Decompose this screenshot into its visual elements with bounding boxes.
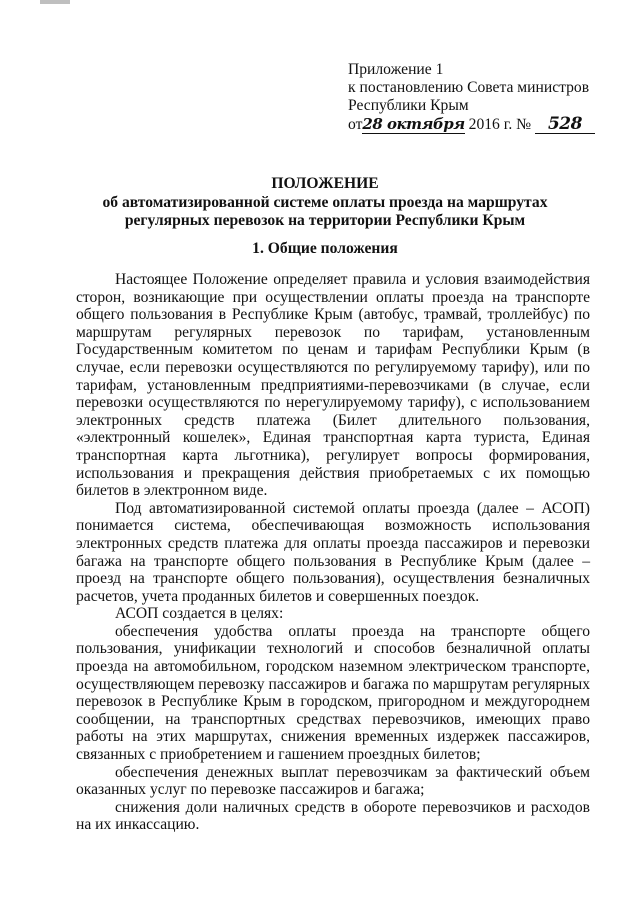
section-heading: 1. Общие положения xyxy=(252,240,398,257)
annex-republic-line: Республики Крым xyxy=(348,97,469,114)
annex-title: Приложение 1 xyxy=(348,61,444,78)
title-subtitle-line-2: регулярных перевозок на территории Республики Крым xyxy=(124,212,526,229)
handwritten-number: 528 xyxy=(535,115,595,134)
paragraph-asop-definition: Под автоматизированной системой оплаты проезда (далее – АСОП) понимается система, обеспечивающая возможность использования электронных средств платежа для оплаты проезда пассажиров и перевозки багажа на транспорте общего пользования в Республике Крым (далее – проезд на транспорте общего пользования), осуществления безналичных расчетов, учета проданных билетов и совершенных поездок. xyxy=(76,499,590,605)
title-subtitle-line-1: об автоматизированной системе оплаты проезда на маршрутах xyxy=(102,194,548,211)
handwritten-date: 28 октября xyxy=(362,115,465,133)
title-main: ПОЛОЖЕНИЕ xyxy=(271,175,379,192)
annex-date-line xyxy=(348,115,618,134)
paragraph-goal-payments: обеспечения денежных выплат перевозчикам за фактический объем оказанных услуг по перевозке пассажиров и багажа; xyxy=(76,763,590,799)
document-title xyxy=(60,175,590,230)
annex-resolution-line: к постановлению Совета министров xyxy=(348,79,590,96)
paragraph-goal-convenience: обеспечения удобства оплаты проезда на транспорте общего пользования, унификации технологий и способов безналичной оплаты проезда на автомобильном, городском наземном электрическом транспорте, осуществляющем перевозку пассажиров и багажа по маршрутам регулярных перевозок в Республике Крым в городском, пригородном и междугороднем сообщении, на транспортных средствах перевозчиков, имеющих право работы на этих маршрутах, снижения временных издержек пассажиров, связанных с приобретением и гашением проездных билетов; xyxy=(76,622,590,764)
paragraph-goals-intro: АСОП создается в целях: xyxy=(115,605,284,623)
paragraph-scope: Настоящее Положение определяет правила и условия взаимодействия сторон, возникающие при осуществлении оплаты проезда на транспорте общего пользования в Республике Крым (автобус, трамвай, троллейбус) по маршрутам регулярных перевозок по тарифам, установленным Государственным комитетом по ценам и тарифам Республики Крым (в случае, если перевозки осуществляются по регулируемому тарифу), или по тарифам, установленным предприятиями-перевозчиками (в случае, если перевозки осуществляются по нерегулируемому тарифу), с использованием электронных средств платежа (Билет длительного пользования, «электронный кошелек», Единая транспортная карта туриста, Единая транспортная карта льготника), регулирует вопросы формирования, использования и прекращения действия приобретаемых с их помощью билетов в электронном виде. xyxy=(76,271,590,500)
year-and-number-label: 2016 г. № xyxy=(468,116,532,133)
date-prefix: от xyxy=(348,116,363,133)
scan-edge-mark xyxy=(40,0,70,4)
annex-header xyxy=(348,61,618,134)
document-body xyxy=(76,271,590,834)
paragraph-goal-cash-reduction: снижения доли наличных средств в обороте перевозчиков и расходов на их инкассацию. xyxy=(76,798,590,834)
